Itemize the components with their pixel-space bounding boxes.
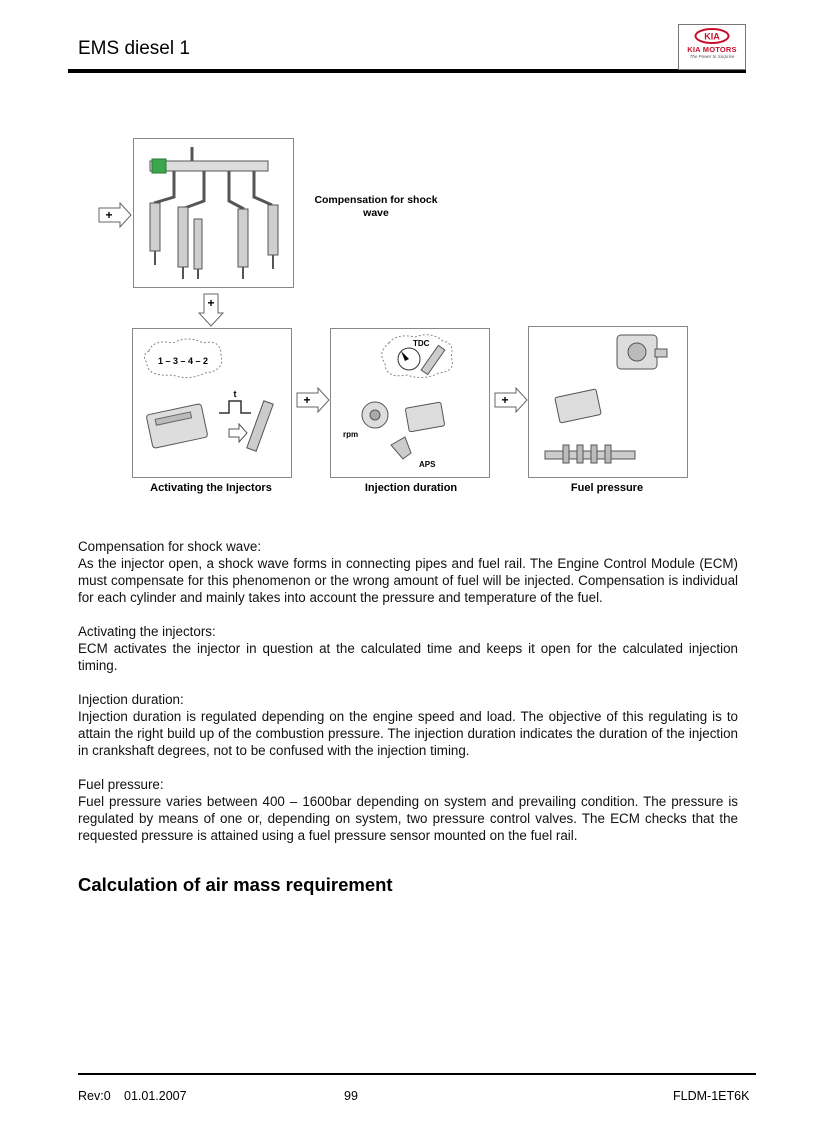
- body-text: [78, 538, 738, 844]
- paragraph-text: As the injector open, a shock wave forms in connecting pipes and fuel rail. The Engine Control Module (ECM) must compensate for this phenomenon or the wrong amount of fuel will be injected. Compensation is individual for each cylinder and mainly takes into account the pressure and temperature of the fuel.: [78, 556, 738, 605]
- kia-logo: [678, 24, 746, 70]
- plus-sign: +: [501, 393, 509, 407]
- paragraph-injection-duration: [78, 691, 738, 759]
- injection-duration-panel: [330, 328, 490, 478]
- plus-arrow-icon: [494, 387, 528, 413]
- caption-activating-injectors: Activating the Injectors: [150, 482, 272, 494]
- activating-injectors-panel: [132, 328, 292, 478]
- plus-sign: +: [105, 208, 113, 222]
- injection-duration-drawing: [331, 329, 489, 477]
- footer-page-number: 99: [344, 1089, 358, 1103]
- paragraph-activating: [78, 623, 738, 674]
- aps-label: APS: [419, 460, 436, 469]
- plus-sign: +: [207, 296, 215, 310]
- rail-injector-drawing: [134, 139, 293, 287]
- logo-text: KIA MOTORS: [687, 45, 737, 54]
- kia-oval-icon: [694, 28, 730, 44]
- footer-document-code: FLDM-1ET6K: [673, 1089, 750, 1103]
- pressure-sensor-icon: [152, 159, 166, 173]
- header-rule: [68, 69, 746, 73]
- section-heading: Calculation of air mass requirement: [78, 874, 393, 895]
- paragraph-heading: Fuel pressure:: [78, 777, 164, 792]
- caption-injection-duration: Injection duration: [364, 482, 458, 494]
- page-header-title: EMS diesel 1: [78, 38, 190, 59]
- top-compensation-label: Compensation for shock wave: [314, 194, 438, 219]
- plus-arrow-icon: [296, 387, 330, 413]
- paragraph-text: Fuel pressure varies between 400 – 1600bar depending on system and prevailing condition. The pressure is regulated by means of one or, depending on system, two pressure control valves. The ECM checks that the requested pressure is attained using a fuel pressure sensor mounted on the fuel rail.: [78, 794, 738, 843]
- t-label: t: [233, 389, 237, 399]
- rpm-label: rpm: [343, 430, 359, 439]
- paragraph-fuel-pressure: [78, 776, 738, 844]
- system-diagram: [90, 130, 700, 510]
- paragraph-heading: Injection duration:: [78, 692, 184, 707]
- paragraph-compensation: [78, 538, 738, 606]
- plus-sign: +: [303, 393, 311, 407]
- paragraph-heading: Compensation for shock wave:: [78, 539, 262, 554]
- fuel-pressure-drawing: [529, 327, 687, 477]
- plus-arrow-icon: [98, 202, 132, 228]
- paragraph-text: Injection duration is regulated depending on the engine speed and load. The objective of this regulating is to attain the right build up of the combustion pressure. The injection duration indicates the duration of the injection in crankshaft degrees, not to be confused with the injection timing.: [78, 709, 738, 758]
- paragraph-heading: Activating the injectors:: [78, 624, 216, 639]
- logo-tagline: The Power to Surprise: [689, 54, 735, 59]
- footer-rule: [78, 1073, 756, 1075]
- activating-injectors-drawing: [133, 329, 291, 477]
- svg-text:KIA: KIA: [704, 31, 720, 42]
- tdc-label: TDC: [413, 339, 430, 348]
- firing-order-text: 1 – 3 – 4 – 2: [157, 356, 209, 366]
- fuel-pressure-panel: [528, 326, 688, 478]
- rail-injector-panel: [133, 138, 294, 288]
- paragraph-text: ECM activates the injector in question at the calculated time and keeps it open for the calculated injection timing.: [78, 641, 738, 673]
- footer-revision: Rev:0: [78, 1089, 111, 1103]
- plus-arrow-down-icon: [198, 293, 224, 327]
- caption-fuel-pressure: Fuel pressure: [570, 482, 644, 494]
- footer-date: 01.01.2007: [124, 1089, 187, 1103]
